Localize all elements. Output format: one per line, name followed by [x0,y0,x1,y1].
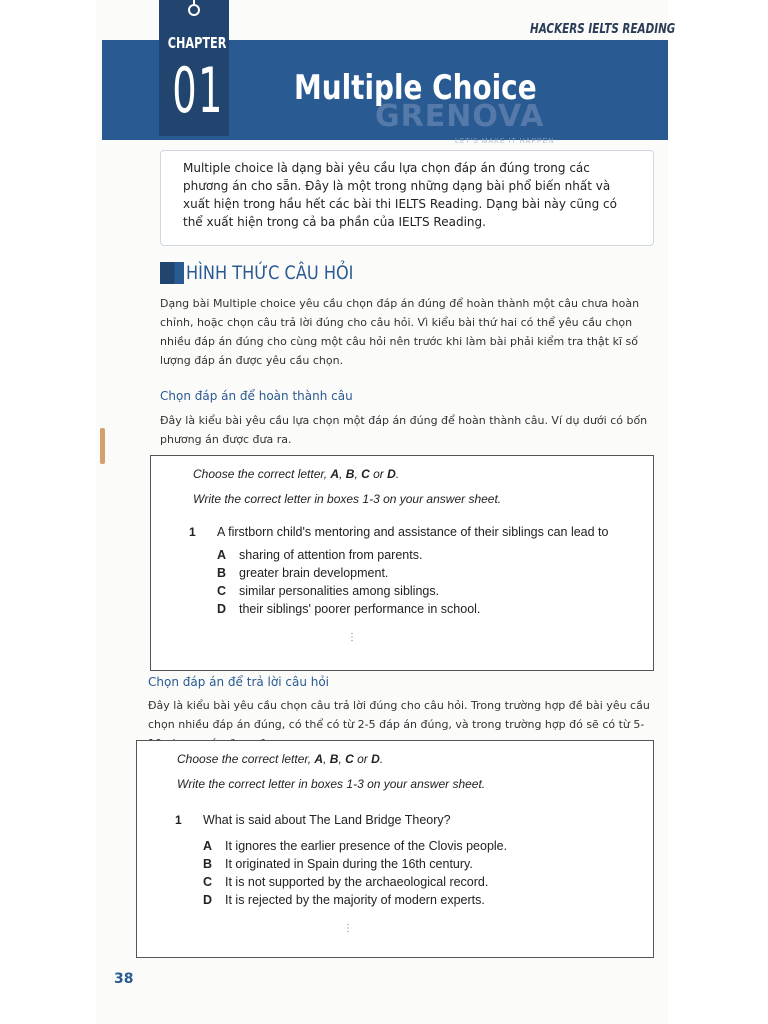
watermark-logo [375,100,560,134]
option-c: C similar personalities among siblings. [217,584,440,598]
question-stem: A firstborn child's mentoring and assistance of their siblings can lead to [217,525,609,539]
instruction-line-1: Choose the correct letter, A, B, C or D. [193,467,400,481]
option-a: A sharing of attention from parents. [217,548,423,562]
chapter-number: 01 [172,54,224,127]
type2-description: Đây là kiểu bài yêu cầu chọn câu trả lời đúng cho câu hỏi. Trong trường hợp đề bài yêu cầu chọn nhiều đáp án đúng, có thể có từ 2-5 đáp án đúng, và trong trường hợp đó sẽ có từ 5- [148,699,650,731]
heading-marker-icon [160,262,184,284]
chapter-title: Multiple Choice [294,68,537,108]
page-number: 38 [114,971,134,987]
question-stem: What is said about The Land Bridge Theory? [203,813,451,827]
option-c: C It is not supported by the archaeological record. [203,875,489,889]
instruction-line-2: Write the correct letter in boxes 1-3 on your answer sheet. [193,492,502,506]
option-a: A It ignores the earlier presence of the Clovis people. [203,839,508,853]
option-d: D It is rejected by the majority of modern experts. [203,893,485,907]
question-number: 1 [189,525,196,539]
continuation-mark: ⋮ [343,923,353,934]
type1-description: Đây là kiểu bài yêu cầu lựa chọn một đáp án đúng để hoàn thành câu. Ví dụ dưới có bốn phương án được đưa ra. [160,414,648,446]
question-number: 1 [175,813,182,827]
section-heading [160,262,383,284]
page-edge-mark [100,428,105,464]
intro-text: Multiple choice là dạng bài yêu cầu lựa chọn đáp án đúng trong các phương án cho sẵn. Đây là một trong những dạng bài phổ biến nhất và xuất hiện trong hầu hết các bài thi IELTS Reading. Dạng bài này cũng có thể xuất hiện trong cả ba phần của IELTS Reading. [183,161,617,229]
watermark-logo-text: GRENOVA [375,99,545,134]
option-d: D their siblings' poorer performance in school. [217,602,481,616]
chapter-label: CHAPTER [167,34,227,52]
watermark-tagline: LET'S MAKE IT HAPPEN [455,138,555,145]
question-box-2 [136,740,654,958]
chapter-tab [159,0,229,136]
instruction-line-1: Choose the correct letter, A, B, C or D. [177,752,384,766]
type1-heading: Chọn đáp án để hoàn thành câu [160,389,353,403]
intro-box [160,150,654,246]
section-heading-text: HÌNH THỨC CÂU HỎI [186,262,354,284]
continuation-mark: ⋮ [347,632,357,643]
instruction-line-2: Write the correct letter in boxes 1-3 on your answer sheet. [177,777,486,791]
option-b: B greater brain development. [217,566,389,580]
section-paragraph: Dạng bài Multiple choice yêu cầu chọn đáp án đúng để hoàn thành một câu chưa hoàn chỉnh, hoặc chọn câu trả lời đúng cho câu hỏi. Vì kiểu bài thứ hai có thể yêu cầu chọn nhiều đáp án đúng cho cùng một câu hỏi nên trước khi làm bài phải kiểm tra thật kĩ số lượng đáp án được yêu cầu chọn. [160,297,640,367]
option-b: B It originated in Spain during the 16th century. [203,857,473,871]
series-title: HACKERS IELTS READING [530,22,676,37]
question-box-1 [150,455,654,671]
ring-icon [188,4,200,16]
type2-heading: Chọn đáp án để trả lời câu hỏi [148,675,330,689]
